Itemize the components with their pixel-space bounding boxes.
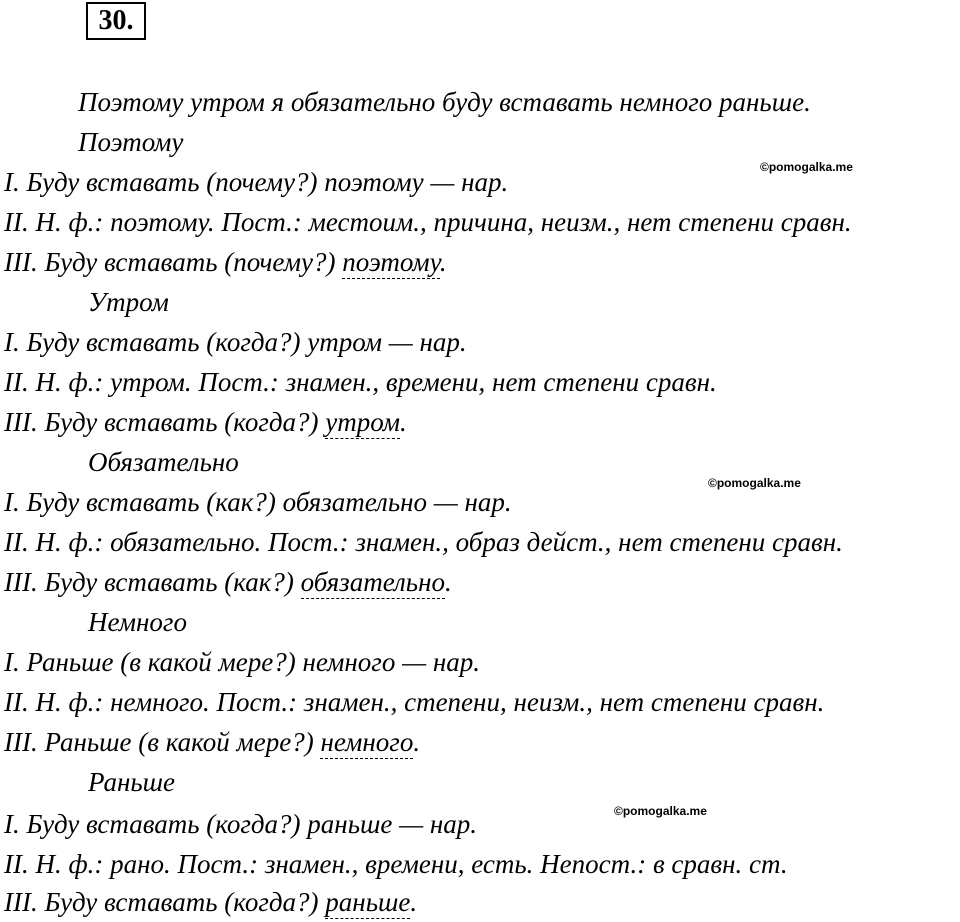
underlined-word: немного	[320, 727, 414, 757]
analysis-line-2: II. Н. ф.: рано. Пост.: знамен., времени, есть. Непост.: в сравн. ст.	[4, 849, 788, 879]
analysis-line-2: II. Н. ф.: утром. Пост.: знамен., времени, нет степени сравн.	[4, 367, 717, 397]
analysis-line-1: I. Буду вставать (как?) обязательно — нар.	[4, 487, 512, 517]
word-heading: Раньше	[88, 767, 176, 797]
analysis-line-2: II. Н. ф.: поэтому. Пост.: местоим., причина, неизм., нет степени сравн.	[4, 207, 852, 237]
analysis-line-3: III. Буду вставать (как?) обязательно.	[4, 567, 452, 597]
exercise-number: 30.	[86, 2, 146, 40]
underlined-word: утром	[325, 407, 400, 437]
analysis-line-3: III. Буду вставать (когда?) утром.	[4, 407, 407, 437]
sentence: Поэтому утром я обязательно буду вставать немного раньше.	[78, 87, 811, 117]
watermark: ©pomogalka.me	[708, 476, 801, 490]
analysis-line-1: I. Буду вставать (когда?) утром — нар.	[4, 327, 467, 357]
analysis-line-3: III. Буду вставать (когда?) раньше.	[4, 887, 418, 917]
word-heading: Обязательно	[88, 447, 239, 477]
watermark: ©pomogalka.me	[614, 804, 707, 818]
watermark: ©pomogalka.me	[760, 160, 853, 174]
word-heading: Немного	[88, 607, 187, 637]
analysis-line-2: II. Н. ф.: обязательно. Пост.: знамен., образ дейст., нет степени сравн.	[4, 527, 843, 557]
word-heading: Поэтому	[78, 127, 184, 157]
analysis-line-3: III. Раньше (в какой мере?) немного.	[4, 727, 421, 757]
underlined-word: поэтому	[342, 247, 440, 277]
underlined-word: раньше	[325, 887, 411, 917]
analysis-line-1: I. Буду вставать (когда?) раньше — нар.	[4, 809, 478, 839]
analysis-line-2: II. Н. ф.: немного. Пост.: знамен., степени, неизм., нет степени сравн.	[4, 687, 825, 717]
analysis-line-3: III. Буду вставать (почему?) поэтому.	[4, 247, 447, 277]
word-heading: Утром	[88, 287, 169, 317]
analysis-line-1: I. Буду вставать (почему?) поэтому — нар.	[4, 167, 509, 197]
underlined-word: обязательно	[300, 567, 445, 597]
analysis-line-1: I. Раньше (в какой мере?) немного — нар.	[4, 647, 480, 677]
